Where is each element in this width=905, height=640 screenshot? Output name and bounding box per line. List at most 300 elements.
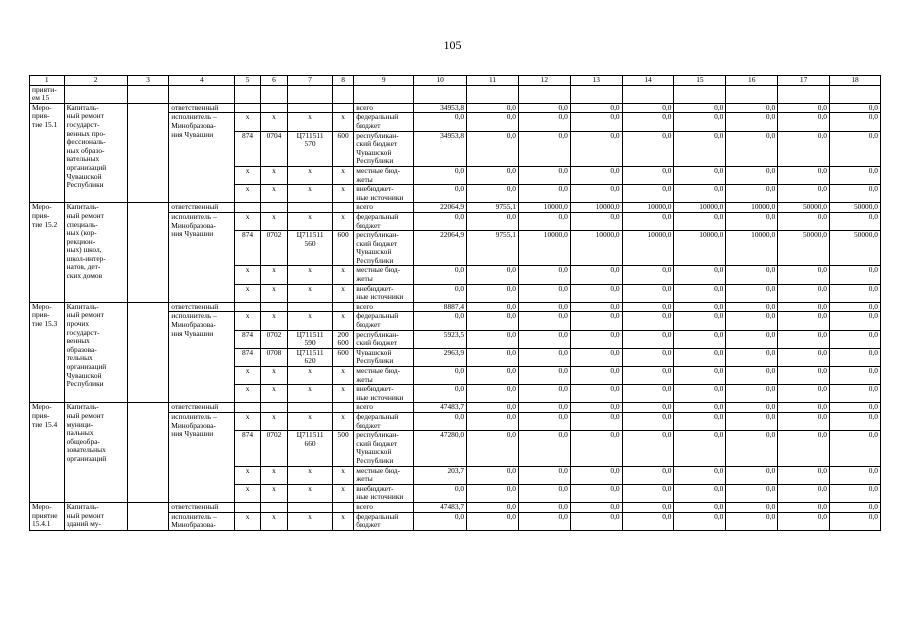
expense-type-code: 600: [332, 348, 353, 366]
amount-cell: 0,0: [467, 403, 519, 413]
event-name: Меро- приятие 15.4.1: [30, 502, 65, 530]
amount-cell: 0,0: [622, 284, 674, 302]
amount-cell: 0,0: [570, 103, 622, 113]
expense-type-code: x: [332, 412, 353, 430]
target-article-code: Ц711511 660: [288, 431, 333, 466]
gov-code: x: [235, 484, 260, 502]
expense-type-code: x: [332, 166, 353, 184]
amount-cell: 22064,9: [414, 231, 467, 266]
amount-cell: 0,0: [674, 284, 726, 302]
amount-cell: 0,0: [830, 312, 881, 330]
section-code: [260, 302, 287, 312]
column-number-12: 12: [518, 76, 570, 86]
section-code: 0702: [260, 231, 287, 266]
amount-cell: 0,0: [726, 185, 778, 203]
amount-cell: 0,0: [570, 431, 622, 466]
amount-cell: 0,0: [726, 385, 778, 403]
amount-cell: 0,0: [778, 466, 830, 484]
amount-cell: 0,0: [778, 512, 830, 530]
amount-cell: 0,0: [830, 103, 881, 113]
amount-cell: 203,7: [414, 466, 467, 484]
expense-type-code: 600: [332, 131, 353, 166]
continuation-row: [30, 85, 881, 103]
amount-cell: 0,0: [518, 512, 570, 530]
amount-cell: 9755,1: [467, 203, 519, 213]
amount-cell: 0,0: [467, 330, 519, 348]
amount-cell: 0,0: [467, 284, 519, 302]
section-code: x: [260, 466, 287, 484]
section-code: [260, 403, 287, 413]
funding-source: федеральный бюджет: [354, 512, 414, 530]
amount-cell: 0,0: [518, 113, 570, 131]
amount-cell: 0,0: [830, 348, 881, 366]
amount-cell: 0,0: [570, 466, 622, 484]
amount-cell: 0,0: [830, 431, 881, 466]
section-code: x: [260, 113, 287, 131]
amount-cell: 0,0: [830, 385, 881, 403]
amount-cell: 0,0: [778, 385, 830, 403]
section-code: 0708: [260, 348, 287, 366]
amount-cell: 0,0: [570, 185, 622, 203]
amount-cell: 0,0: [518, 385, 570, 403]
amount-cell: 0,0: [726, 103, 778, 113]
amount-cell: 0,0: [778, 212, 830, 230]
amount-cell: 0,0: [414, 312, 467, 330]
funding-source: республикан- ский бюджет Чувашской Республики: [354, 431, 414, 466]
amount-cell: 10000,0: [622, 231, 674, 266]
target-article-code: Ц711511 560: [288, 231, 333, 266]
amount-cell: 0,0: [570, 385, 622, 403]
amount-cell: 0,0: [726, 131, 778, 166]
section-code: x: [260, 185, 287, 203]
column-number-16: 16: [726, 76, 778, 86]
event-name: Меро- прия- тие 15.4: [30, 403, 65, 503]
amount-cell: 0,0: [726, 466, 778, 484]
expense-type-code: x: [332, 385, 353, 403]
amount-cell: 0,0: [674, 302, 726, 312]
amount-cell: 0,0: [830, 166, 881, 184]
section-code: x: [260, 367, 287, 385]
column-number-11: 11: [467, 76, 519, 86]
amount-cell: 0,0: [830, 302, 881, 312]
amount-cell: 0,0: [622, 385, 674, 403]
empty-cell: [127, 403, 169, 503]
amount-cell: 0,0: [778, 284, 830, 302]
target-article-code: [288, 203, 333, 213]
column-number-18: 18: [830, 76, 881, 86]
funding-source: внебюджет- ные источники: [354, 484, 414, 502]
funding-source: всего: [354, 502, 414, 512]
column-number-7: 7: [288, 76, 333, 86]
amount-cell: 0,0: [726, 330, 778, 348]
expense-type-code: x: [332, 466, 353, 484]
expense-type-code: 200 600: [332, 330, 353, 348]
amount-cell: 0,0: [622, 466, 674, 484]
table-row: [30, 302, 881, 312]
amount-cell: 0,0: [518, 166, 570, 184]
amount-cell: 34953,8: [414, 103, 467, 113]
amount-cell: 0,0: [674, 367, 726, 385]
amount-cell: 0,0: [622, 212, 674, 230]
target-article-code: x: [288, 185, 333, 203]
column-number-2: 2: [64, 76, 127, 86]
amount-cell: 0,0: [674, 484, 726, 502]
amount-cell: 0,0: [622, 403, 674, 413]
amount-cell: 0,0: [570, 266, 622, 284]
section-code: x: [260, 512, 287, 530]
amount-cell: 0,0: [622, 502, 674, 512]
amount-cell: 0,0: [518, 466, 570, 484]
amount-cell: 0,0: [778, 367, 830, 385]
empty-cell: [127, 103, 169, 203]
amount-cell: 0,0: [622, 103, 674, 113]
amount-cell: 0,0: [830, 403, 881, 413]
gov-code: 874: [235, 431, 260, 466]
event-description: Капиталь- ный ремонт муници- пальных общеобра- зовательных организаций: [64, 403, 127, 503]
amount-cell: 0,0: [518, 367, 570, 385]
amount-cell: 0,0: [778, 266, 830, 284]
section-code: [260, 103, 287, 113]
amount-cell: 0,0: [570, 113, 622, 131]
expense-type-code: x: [332, 367, 353, 385]
amount-cell: 0,0: [830, 502, 881, 512]
amount-cell: 0,0: [467, 185, 519, 203]
amount-cell: 0,0: [467, 103, 519, 113]
executor-details: исполнитель – Минобразова- ния Чувашии: [169, 312, 235, 403]
amount-cell: 0,0: [570, 166, 622, 184]
amount-cell: 0,0: [830, 412, 881, 430]
target-article-code: Ц711511 570: [288, 131, 333, 166]
column-number-3: 3: [127, 76, 169, 86]
amount-cell: 0,0: [467, 113, 519, 131]
executor-details: исполнитель – Минобразова- ния Чувашии: [169, 212, 235, 302]
amount-cell: 0,0: [830, 113, 881, 131]
gov-code: [235, 403, 260, 413]
funding-source: республикан- ский бюджет Чувашской Республики: [354, 231, 414, 266]
amount-cell: 0,0: [674, 131, 726, 166]
funding-source: внебюджет- ные источники: [354, 385, 414, 403]
amount-cell: 0,0: [622, 113, 674, 131]
table-row: [30, 502, 881, 512]
amount-cell: 0,0: [518, 348, 570, 366]
amount-cell: 0,0: [467, 512, 519, 530]
amount-cell: 10000,0: [518, 203, 570, 213]
amount-cell: 0,0: [726, 266, 778, 284]
amount-cell: 0,0: [467, 484, 519, 502]
funding-source: всего: [354, 302, 414, 312]
amount-cell: 9755,1: [467, 231, 519, 266]
target-article-code: x: [288, 113, 333, 131]
gov-code: x: [235, 113, 260, 131]
amount-cell: 0,0: [778, 484, 830, 502]
amount-cell: 0,0: [830, 484, 881, 502]
amount-cell: 0,0: [570, 212, 622, 230]
expense-type-code: x: [332, 212, 353, 230]
amount-cell: 0,0: [467, 502, 519, 512]
amount-cell: 0,0: [778, 312, 830, 330]
amount-cell: 0,0: [570, 302, 622, 312]
amount-cell: 0,0: [518, 502, 570, 512]
amount-cell: 2963,9: [414, 348, 467, 366]
target-article-code: [288, 403, 333, 413]
amount-cell: 0,0: [467, 412, 519, 430]
target-article-code: [288, 103, 333, 113]
empty-cell: [127, 302, 169, 403]
expense-type-code: [332, 302, 353, 312]
amount-cell: 10000,0: [726, 203, 778, 213]
amount-cell: 0,0: [622, 312, 674, 330]
section-code: x: [260, 266, 287, 284]
amount-cell: 0,0: [726, 348, 778, 366]
expense-type-code: [332, 203, 353, 213]
amount-cell: 0,0: [778, 131, 830, 166]
amount-cell: 0,0: [467, 212, 519, 230]
section-code: x: [260, 312, 287, 330]
gov-code: x: [235, 212, 260, 230]
section-code: x: [260, 484, 287, 502]
empty-cell: [127, 203, 169, 303]
executor-role: ответственный: [169, 502, 235, 512]
amount-cell: 0,0: [622, 412, 674, 430]
amount-cell: 0,0: [726, 284, 778, 302]
amount-cell: 0,0: [518, 131, 570, 166]
amount-cell: 0,0: [674, 403, 726, 413]
amount-cell: 0,0: [830, 330, 881, 348]
amount-cell: 0,0: [414, 484, 467, 502]
expense-type-code: x: [332, 512, 353, 530]
amount-cell: 0,0: [674, 412, 726, 430]
amount-cell: 0,0: [570, 348, 622, 366]
amount-cell: 0,0: [518, 185, 570, 203]
executor-role: ответственный: [169, 203, 235, 213]
amount-cell: 0,0: [778, 412, 830, 430]
executor-role: ответственный: [169, 103, 235, 113]
amount-cell: 0,0: [467, 348, 519, 366]
amount-cell: 0,0: [830, 284, 881, 302]
amount-cell: 22064,9: [414, 203, 467, 213]
amount-cell: 0,0: [414, 212, 467, 230]
funding-source: местные бюд- жеты: [354, 466, 414, 484]
amount-cell: 47483,7: [414, 502, 467, 512]
column-number-6: 6: [260, 76, 287, 86]
amount-cell: 0,0: [622, 484, 674, 502]
target-article-code: Ц711511 620: [288, 348, 333, 366]
amount-cell: 0,0: [726, 403, 778, 413]
amount-cell: 0,0: [778, 502, 830, 512]
amount-cell: 34953,8: [414, 131, 467, 166]
amount-cell: 0,0: [622, 330, 674, 348]
gov-code: 874: [235, 231, 260, 266]
gov-code: x: [235, 466, 260, 484]
gov-code: 874: [235, 348, 260, 366]
executor-role: ответственный: [169, 403, 235, 413]
event-description: Капиталь- ный ремонт прочих государст- венных образова- тельных организаций Чувашской Республики: [64, 302, 127, 403]
column-number-5: 5: [235, 76, 260, 86]
amount-cell: 0,0: [467, 166, 519, 184]
continuation-cell: прияти- ем 15: [30, 85, 65, 103]
target-article-code: x: [288, 385, 333, 403]
column-number-13: 13: [570, 76, 622, 86]
amount-cell: 47483,7: [414, 403, 467, 413]
amount-cell: 5923,5: [414, 330, 467, 348]
amount-cell: 0,0: [414, 367, 467, 385]
event-description: Капиталь- ный ремонт зданий му-: [64, 502, 127, 530]
amount-cell: 0,0: [674, 330, 726, 348]
amount-cell: 0,0: [467, 131, 519, 166]
amount-cell: 0,0: [726, 113, 778, 131]
amount-cell: 0,0: [467, 266, 519, 284]
amount-cell: 0,0: [467, 466, 519, 484]
amount-cell: 0,0: [674, 113, 726, 131]
target-article-code: [288, 302, 333, 312]
amount-cell: 0,0: [570, 330, 622, 348]
amount-cell: 0,0: [674, 185, 726, 203]
funding-source: всего: [354, 403, 414, 413]
target-article-code: x: [288, 512, 333, 530]
amount-cell: 0,0: [467, 302, 519, 312]
column-number-8: 8: [332, 76, 353, 86]
gov-code: [235, 103, 260, 113]
funding-source: внебюджет- ные источники: [354, 185, 414, 203]
expense-type-code: x: [332, 484, 353, 502]
amount-cell: 0,0: [622, 185, 674, 203]
column-number-1: 1: [30, 76, 65, 86]
amount-cell: 0,0: [467, 312, 519, 330]
expense-type-code: [332, 502, 353, 512]
section-code: 0702: [260, 431, 287, 466]
amount-cell: 0,0: [726, 512, 778, 530]
amount-cell: 0,0: [518, 212, 570, 230]
gov-code: x: [235, 284, 260, 302]
amount-cell: 0,0: [674, 385, 726, 403]
gov-code: x: [235, 385, 260, 403]
column-number-15: 15: [674, 76, 726, 86]
funding-source: местные бюд- жеты: [354, 367, 414, 385]
amount-cell: 0,0: [622, 348, 674, 366]
amount-cell: 0,0: [414, 284, 467, 302]
amount-cell: 0,0: [726, 302, 778, 312]
amount-cell: 50000,0: [778, 231, 830, 266]
amount-cell: 10000,0: [570, 203, 622, 213]
expense-type-code: x: [332, 185, 353, 203]
amount-cell: 0,0: [467, 385, 519, 403]
column-number-9: 9: [354, 76, 414, 86]
amount-cell: 0,0: [518, 431, 570, 466]
budget-table: [29, 75, 881, 531]
amount-cell: 0,0: [622, 266, 674, 284]
target-article-code: x: [288, 312, 333, 330]
table-row: [30, 203, 881, 213]
amount-cell: 0,0: [570, 312, 622, 330]
amount-cell: 0,0: [414, 512, 467, 530]
amount-cell: 0,0: [778, 113, 830, 131]
amount-cell: 0,0: [830, 266, 881, 284]
empty-cell: [127, 502, 169, 530]
expense-type-code: x: [332, 284, 353, 302]
funding-source: всего: [354, 103, 414, 113]
funding-source: республикан- ский бюджет Чувашской Республики: [354, 131, 414, 166]
target-article-code: x: [288, 212, 333, 230]
amount-cell: 0,0: [830, 512, 881, 530]
amount-cell: 0,0: [518, 302, 570, 312]
amount-cell: 0,0: [414, 266, 467, 284]
section-code: x: [260, 412, 287, 430]
gov-code: 874: [235, 131, 260, 166]
amount-cell: 0,0: [414, 385, 467, 403]
amount-cell: 0,0: [778, 166, 830, 184]
target-article-code: Ц711511 590: [288, 330, 333, 348]
funding-source: федеральный бюджет: [354, 212, 414, 230]
funding-source: местные бюд- жеты: [354, 266, 414, 284]
table-row: [30, 403, 881, 413]
amount-cell: 0,0: [622, 131, 674, 166]
amount-cell: 0,0: [674, 502, 726, 512]
amount-cell: 0,0: [726, 412, 778, 430]
gov-code: x: [235, 185, 260, 203]
amount-cell: 0,0: [622, 431, 674, 466]
gov-code: x: [235, 266, 260, 284]
amount-cell: 0,0: [726, 431, 778, 466]
funding-source: всего: [354, 203, 414, 213]
amount-cell: 0,0: [778, 330, 830, 348]
section-code: 0704: [260, 131, 287, 166]
amount-cell: 0,0: [570, 403, 622, 413]
amount-cell: 10000,0: [674, 203, 726, 213]
section-code: x: [260, 166, 287, 184]
section-code: x: [260, 284, 287, 302]
target-article-code: [288, 502, 333, 512]
amount-cell: 50000,0: [830, 203, 881, 213]
table-row: [30, 103, 881, 113]
amount-cell: 0,0: [518, 484, 570, 502]
executor-details: исполнитель – Минобразова-: [169, 512, 235, 530]
executor-role: ответственный: [169, 302, 235, 312]
amount-cell: 0,0: [726, 484, 778, 502]
amount-cell: 0,0: [622, 166, 674, 184]
amount-cell: 0,0: [726, 166, 778, 184]
gov-code: [235, 502, 260, 512]
funding-source: республикан- ский бюджет: [354, 330, 414, 348]
column-number-4: 4: [169, 76, 235, 86]
amount-cell: 0,0: [674, 512, 726, 530]
amount-cell: 0,0: [414, 113, 467, 131]
amount-cell: 10000,0: [518, 231, 570, 266]
amount-cell: 0,0: [414, 412, 467, 430]
amount-cell: 0,0: [674, 348, 726, 366]
event-description: Капиталь- ный ремонт специаль- ных (кор- рекцион- ных) школ, школ-интер- натов, дет- ских домов: [64, 203, 127, 303]
amount-cell: 0,0: [778, 431, 830, 466]
section-code: [260, 502, 287, 512]
section-code: 0702: [260, 330, 287, 348]
amount-cell: 0,0: [518, 103, 570, 113]
amount-cell: 0,0: [570, 284, 622, 302]
expense-type-code: [332, 103, 353, 113]
funding-source: федеральный бюджет: [354, 312, 414, 330]
funding-source: внебюджет- ные источники: [354, 284, 414, 302]
column-number-10: 10: [414, 76, 467, 86]
expense-type-code: x: [332, 312, 353, 330]
amount-cell: 0,0: [674, 466, 726, 484]
gov-code: x: [235, 412, 260, 430]
amount-cell: 0,0: [674, 166, 726, 184]
gov-code: [235, 203, 260, 213]
amount-cell: 0,0: [830, 131, 881, 166]
amount-cell: 0,0: [674, 431, 726, 466]
amount-cell: 0,0: [518, 284, 570, 302]
amount-cell: 0,0: [518, 266, 570, 284]
amount-cell: 0,0: [674, 212, 726, 230]
section-code: x: [260, 385, 287, 403]
